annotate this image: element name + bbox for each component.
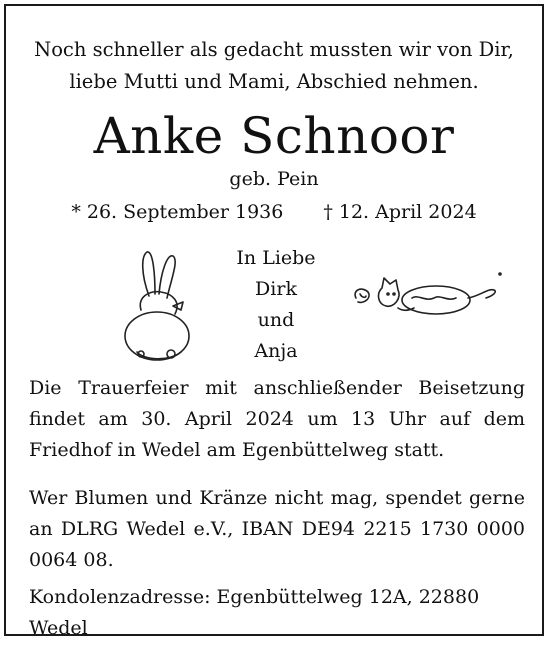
mourners-line-2: Dirk xyxy=(255,278,297,300)
funeral-info: Die Trauerfeier mit anschließender Beisetzung findet am 30. April 2024 um 13 Uhr auf dem Friedhof in Wedel am Egenbüttelweg statt. xyxy=(29,377,525,461)
birth-date: * 26. September 1936 xyxy=(71,201,284,223)
condolence-address: Kondolenzadresse: Egenbüttelweg 12A, 22880 Wedel xyxy=(29,586,480,639)
death-date: † 12. April 2024 xyxy=(323,201,477,223)
mourners-block xyxy=(196,243,356,367)
intro-line-1: Noch schneller als gedacht mussten wir von Dir, xyxy=(34,38,514,61)
obituary-card xyxy=(4,4,544,639)
donation-info: Wer Blumen und Kränze nicht mag, spendet gerne an DLRG Wedel e.V., IBAN DE94 2215 1730 0000 0064 08. xyxy=(29,487,525,571)
life-dates xyxy=(6,199,542,225)
mourners-line-4: Anja xyxy=(254,340,298,362)
intro-line-2: liebe Mutti und Mami, Abschied nehmen. xyxy=(69,70,479,93)
mourners-line-3: und xyxy=(257,309,295,331)
cat-drawing-icon xyxy=(348,268,508,324)
intro-text xyxy=(6,34,542,98)
maiden-name: geb. Pein xyxy=(229,168,319,190)
deceased-name: Anke Schnoor xyxy=(93,107,455,165)
mourners-line-1: In Liebe xyxy=(236,247,316,269)
bunny-drawing-icon xyxy=(111,244,201,364)
